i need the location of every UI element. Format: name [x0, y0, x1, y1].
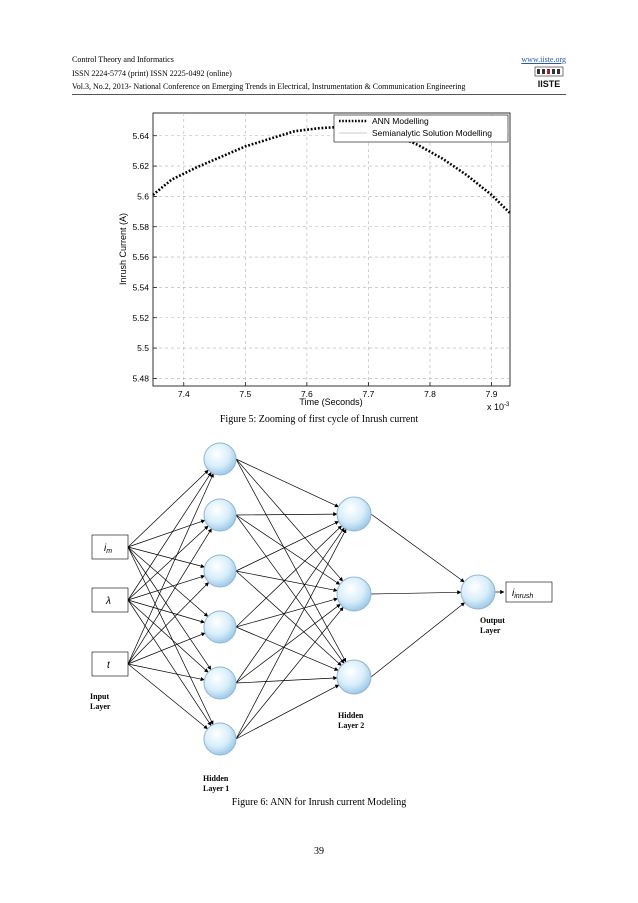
connection: [128, 600, 208, 672]
legend: [334, 115, 508, 142]
x-tick-label: 7.9: [485, 389, 498, 399]
y-tick-label: 5.56: [132, 252, 149, 263]
page-number: 39: [314, 846, 324, 857]
x-tick-label: 7.7: [362, 389, 375, 399]
hidden-layer-2-label: Hidden Layer 2: [338, 711, 365, 730]
website-link[interactable]: www.iiste.org: [521, 55, 566, 64]
y-tick-label: 5.62: [132, 161, 149, 172]
figure6-caption: Figure 6: ANN for Inrush current Modeling: [231, 797, 407, 808]
x-axis-label: Time (Seconds): [299, 397, 363, 407]
connection: [236, 685, 339, 739]
inrush-zoom-chart: [110, 100, 525, 415]
hidden1-neuron: [204, 611, 236, 643]
y-tick-label: 5.54: [132, 282, 149, 293]
svg-text:im: $i_m$: [104, 543, 113, 555]
plot-area: [153, 113, 510, 386]
connection: [128, 472, 211, 600]
hidden2-neuron: [337, 497, 371, 531]
svg-text:IISTE: IISTE: [537, 79, 561, 89]
connection: [236, 526, 342, 627]
x-tick-label: 7.8: [424, 389, 436, 399]
connection: [371, 592, 461, 594]
output-layer-label: Output Layer: [480, 616, 505, 635]
y-tick-label: 5.6: [137, 191, 149, 202]
input-node-im: [92, 535, 128, 559]
legend-semianalytic-label: Semianalytic Solution Modelling: [372, 128, 493, 138]
connection: [128, 664, 204, 680]
x-multiplier: x $10^{-3}$: [487, 402, 510, 412]
connection: [128, 576, 205, 600]
input-layer-label: Input Layer: [90, 692, 111, 711]
connection: [128, 664, 208, 729]
y-tick-label: 5.64: [132, 130, 149, 141]
connection: [236, 678, 337, 683]
hidden1-neuron: [204, 443, 236, 475]
network-connections: [128, 459, 504, 739]
x-tick-label: 7.4: [177, 389, 190, 399]
hidden2-neuron: [337, 577, 371, 611]
connection: [236, 459, 339, 507]
output-node: [461, 575, 495, 609]
connection: [128, 582, 209, 664]
connection: [128, 520, 205, 547]
y-tick-label: 5.58: [132, 221, 149, 232]
volume-line: Vol.3, No.2, 2013- National Conference on Emerging Trends in Electrical, Instrumentation & Communication Engineering: [72, 82, 466, 91]
journal-name: Control Theory and Informatics: [72, 55, 174, 64]
connection: [236, 571, 337, 591]
svg-text:λ: λ: [106, 596, 111, 607]
hidden1-neuron: [204, 555, 236, 587]
ann-diagram: [80, 440, 560, 795]
header-rule: [72, 94, 566, 95]
iiste-logo: [534, 66, 564, 90]
x-tick-label: 7.5: [239, 389, 252, 399]
hidden1-neuron: [204, 499, 236, 531]
connection: [236, 459, 343, 581]
issn-line: ISSN 2224-5774 (print) ISSN 2225-0492 (online): [72, 69, 232, 78]
svg-text:iinrush: $i_{inrush}$: [512, 588, 534, 600]
hidden-layer-2: [337, 497, 371, 694]
connection: [128, 470, 208, 547]
connection: [128, 526, 208, 600]
output-box: [506, 582, 552, 602]
connection: [236, 521, 339, 571]
connection: [236, 607, 343, 739]
y-tick-label: 5.52: [132, 312, 149, 323]
legend-ann-label: ANN Modelling: [372, 116, 429, 126]
hidden2-neuron: [337, 660, 371, 694]
input-node-t: [92, 652, 128, 676]
svg-text:t: t: [107, 660, 110, 671]
connection: [236, 604, 340, 683]
connection: [236, 571, 341, 666]
y-axis-label: Inrush Current (A): [118, 212, 128, 286]
x-tick-label: 7.6: [300, 389, 313, 399]
input-node-lambda: [92, 588, 128, 612]
connection: [371, 514, 464, 582]
hidden-layer-1-label: Hidden Layer 1: [203, 774, 230, 793]
hidden-layer-1: [204, 443, 236, 755]
figure5-caption: Figure 5: Zooming of first cycle of Inrush current: [219, 414, 419, 425]
connection: [128, 600, 211, 726]
hidden1-neuron: [204, 723, 236, 755]
hidden1-neuron: [204, 667, 236, 699]
connection: [236, 514, 337, 515]
connection: [371, 603, 465, 677]
y-tick-label: 5.5: [137, 343, 149, 354]
y-tick-label: 5.48: [132, 373, 149, 384]
